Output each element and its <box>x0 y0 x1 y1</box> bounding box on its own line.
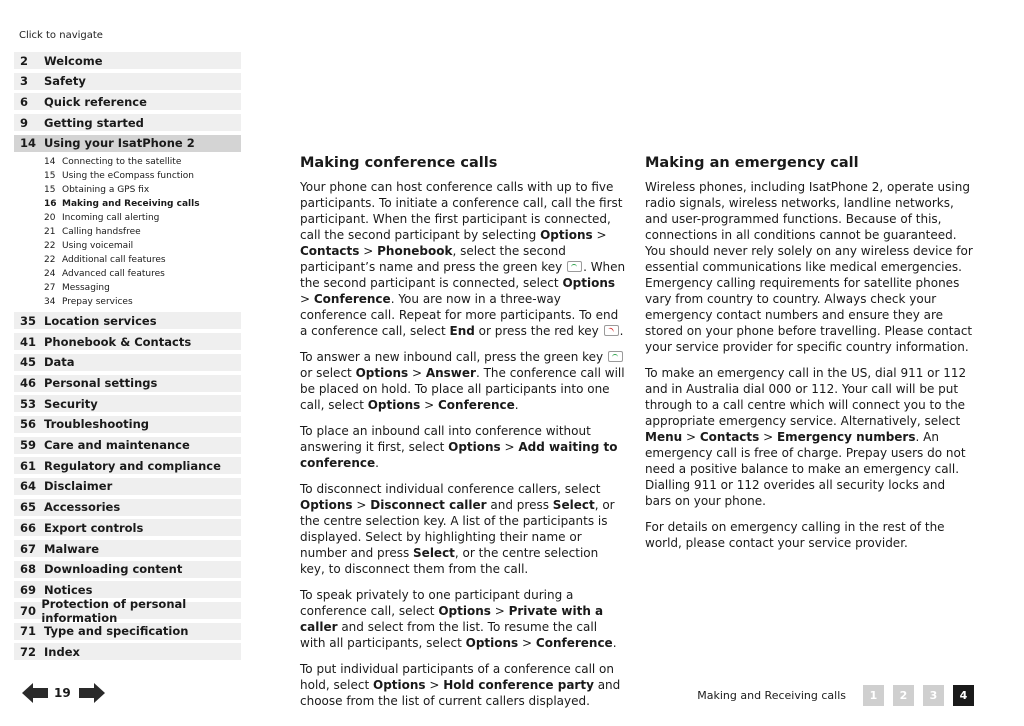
table-of-contents <box>14 52 241 664</box>
page-navigator <box>22 683 105 703</box>
toc-page-number: 71 <box>20 624 37 639</box>
toc-page-number: 2 <box>20 53 29 68</box>
toc-item-malware[interactable] <box>14 540 241 557</box>
toc-label: Using the eCompass function <box>62 171 195 182</box>
toc-label: Messaging <box>62 283 110 294</box>
toc-sub-item[interactable] <box>14 281 241 295</box>
section-page-1-button[interactable]: 1 <box>863 685 884 706</box>
toc-label: Data <box>44 355 75 370</box>
toc-page-number: 46 <box>20 376 37 390</box>
toc-label: Export controls <box>44 520 144 535</box>
emergency-heading: Making an emergency call <box>645 155 859 171</box>
green-call-key-icon <box>608 351 623 362</box>
toc-item-care-maintenance[interactable] <box>14 437 241 454</box>
toc-label: Safety <box>44 74 86 89</box>
toc-page-number: 66 <box>20 520 37 535</box>
toc-page-number: 21 <box>44 227 56 238</box>
toc-sub-item[interactable] <box>14 155 241 169</box>
toc-page-number: 22 <box>44 255 56 266</box>
section-footer <box>697 685 974 706</box>
conference-paragraph-2: To answer a new inbound call, press the green key or select Options > Answer. The conference call will be placed on hold. To place all participants into one call, select Options > Conference. <box>300 350 625 412</box>
toc-label: Security <box>44 396 98 411</box>
toc-label: Additional call features <box>62 255 166 266</box>
toc-page-number: 14 <box>20 136 37 151</box>
emergency-paragraph-3: For details on emergency calling in the rest of the world, please contact your service provider. <box>645 520 945 550</box>
toc-label: Protection of personal information <box>41 596 187 625</box>
toc-page-number: 35 <box>20 313 37 328</box>
toc-page-number: 22 <box>44 241 56 252</box>
section-page-4-button[interactable]: 4 <box>953 685 974 706</box>
toc-item-regulatory[interactable] <box>14 457 241 474</box>
section-page-2-button[interactable]: 2 <box>893 685 914 706</box>
left-arrow-icon[interactable] <box>22 683 48 703</box>
conference-calls-section <box>300 153 626 719</box>
toc-item-location-services[interactable] <box>14 312 241 329</box>
toc-label: Connecting to the satellite <box>62 157 182 168</box>
toc-page-number: 64 <box>20 479 37 494</box>
toc-label: Downloading content <box>44 562 183 577</box>
toc-page-number: 14 <box>44 157 56 168</box>
toc-item-disclaimer[interactable] <box>14 478 241 495</box>
toc-label: Personal settings <box>44 376 158 390</box>
toc-item-phonebook-contacts[interactable] <box>14 333 241 350</box>
red-end-key-icon <box>604 325 619 336</box>
toc-label: Notices <box>44 582 93 597</box>
toc-label: Malware <box>44 541 100 556</box>
toc-sub-list <box>14 155 241 309</box>
toc-item-index[interactable] <box>14 643 241 660</box>
toc-page-number: 70 <box>20 603 37 618</box>
toc-label: Quick reference <box>44 94 147 109</box>
toc-label: Location services <box>44 313 157 328</box>
toc-label: Disclaimer <box>44 479 113 494</box>
toc-label: Incoming call alerting <box>62 213 160 224</box>
toc-page-number: 16 <box>44 199 57 210</box>
toc-page-number: 69 <box>20 582 37 597</box>
toc-item-safety[interactable] <box>14 73 241 90</box>
toc-page-number: 65 <box>20 500 37 515</box>
toc-sub-item[interactable] <box>14 169 241 183</box>
conference-paragraph-4: To disconnect individual conference callers, select Options > Disconnect caller and press Select, or the centre selection key. A list of the participants is displayed. Select by highlighting their name or number and press Select, or the centre selection key, to disconnect them from the call. <box>300 482 615 576</box>
toc-item-personal-settings[interactable] <box>14 375 241 392</box>
toc-item-using-your-isatphone[interactable] <box>14 135 241 152</box>
toc-page-number: 20 <box>44 213 56 224</box>
toc-sub-item[interactable] <box>14 295 241 309</box>
toc-item-troubleshooting[interactable] <box>14 416 241 433</box>
toc-label: Welcome <box>44 53 103 68</box>
toc-label: Getting started <box>44 115 144 130</box>
toc-page-number: 45 <box>20 355 37 370</box>
toc-page-number: 61 <box>20 458 37 473</box>
toc-page-number: 68 <box>20 562 37 577</box>
toc-sub-item[interactable] <box>14 183 241 197</box>
navigate-hint: Click to navigate <box>19 30 103 41</box>
toc-sub-item[interactable] <box>14 253 241 267</box>
toc-label: Advanced call features <box>62 269 165 280</box>
toc-page-number: 9 <box>20 115 29 130</box>
toc-item-welcome[interactable] <box>14 52 241 69</box>
toc-label: Obtaining a GPS fix <box>62 185 150 196</box>
right-arrow-icon[interactable] <box>79 683 105 703</box>
toc-page-number: 3 <box>20 74 29 89</box>
toc-label: Care and maintenance <box>44 438 190 453</box>
toc-item-data[interactable] <box>14 354 241 371</box>
toc-sub-item[interactable] <box>14 225 241 239</box>
toc-label: Calling handsfree <box>62 227 141 238</box>
toc-item-getting-started[interactable] <box>14 114 241 131</box>
conference-paragraph-5: To speak privately to one participant during a conference call, select Options > Private with a caller and select from the list. To resume the call with all participants, select Options > Conference. <box>300 588 617 650</box>
toc-page-number: 24 <box>44 269 56 280</box>
toc-label: Phonebook & Contacts <box>44 334 192 349</box>
toc-page-number: 53 <box>20 396 37 411</box>
conference-paragraph-3: To place an inbound call into conference without answering it first, select Options > Add waiting to conference. <box>300 424 618 470</box>
toc-label: Prepay services <box>62 297 133 308</box>
toc-sub-item[interactable] <box>14 239 241 253</box>
emergency-paragraph-1: Wireless phones, including IsatPhone 2, operate using radio signals, wireless networks, landline networks, and user-programmed functions. Because of this, connections in all conditions cannot be guaranteed. You should never rely solely on any wireless device for essential communications like medical emergencies. Emergency calling requirements for satellite phones vary from country to country. Always check your emergency contact numbers and ensure they are stored on your phone before travelling. Please contact your service provider for specific country information. <box>645 180 973 354</box>
conference-paragraph-6: To put individual participants of a conference call on hold, select Options > Hold conference party and choose from the list of current callers displayed. <box>300 662 621 708</box>
section-label: Making and Receiving calls <box>697 689 846 702</box>
toc-sub-item[interactable] <box>14 267 241 281</box>
toc-item-downloading[interactable] <box>14 561 241 578</box>
conference-paragraph-1: Your phone can host conference calls with up to five participants. To initiate a conference call, call the first participant. When the first participant is connected, call the second participant by selecting Options > Contacts > Phonebook, select the second participant’s name and press the green key . When the second participant is connected, select Options > Conference. You are now in a three-way conference call. Repeat for more participants. To end a conference call, select End or press the red key . <box>300 180 626 338</box>
toc-label: Index <box>44 644 80 659</box>
toc-page-number: 34 <box>44 297 56 308</box>
toc-page-number: 15 <box>44 171 56 182</box>
toc-sub-item[interactable] <box>14 211 241 225</box>
toc-label: Troubleshooting <box>44 417 150 432</box>
toc-item-security[interactable] <box>14 395 241 412</box>
toc-sub-item-current[interactable] <box>14 197 241 211</box>
toc-page-number: 6 <box>20 94 29 109</box>
toc-label: Making and Receiving calls <box>62 199 200 210</box>
toc-item-quick-reference[interactable] <box>14 93 241 110</box>
section-page-3-button[interactable]: 3 <box>923 685 944 706</box>
toc-page-number: 27 <box>44 283 56 294</box>
emergency-paragraph-2: To make an emergency call in the US, dial 911 or 112 and in Australia dial 000 or 112. Your call will be put through to a call centre which will connect you to the appropriate emergency service. Alternatively, select Menu > Contacts > Emergency numbers. An emergency call is free of charge. Prepay users do not need a positive balance to make an emergency call. Dialling 911 or 112 overides all security locks and bars on your phone. <box>645 366 967 508</box>
toc-label: Accessories <box>44 500 121 515</box>
toc-item-type-specification[interactable] <box>14 623 241 640</box>
toc-page-number: 15 <box>44 185 56 196</box>
toc-page-number: 59 <box>20 438 37 453</box>
toc-page-number: 41 <box>20 334 37 349</box>
toc-page-number: 67 <box>20 541 37 556</box>
toc-item-export-controls[interactable] <box>14 519 241 536</box>
green-call-key-icon <box>567 261 582 272</box>
toc-page-number: 72 <box>20 644 37 659</box>
conference-heading: Making conference calls <box>300 155 498 171</box>
toc-item-protection[interactable] <box>14 596 241 625</box>
toc-item-accessories[interactable] <box>14 499 241 516</box>
toc-label: Using your IsatPhone 2 <box>44 136 195 151</box>
emergency-call-section <box>645 153 973 561</box>
toc-label: Type and specification <box>44 624 189 639</box>
toc-page-number: 56 <box>20 417 37 432</box>
current-page-number: 19 <box>54 686 71 700</box>
toc-label: Regulatory and compliance <box>44 458 221 473</box>
toc-label: Using voicemail <box>62 241 134 252</box>
